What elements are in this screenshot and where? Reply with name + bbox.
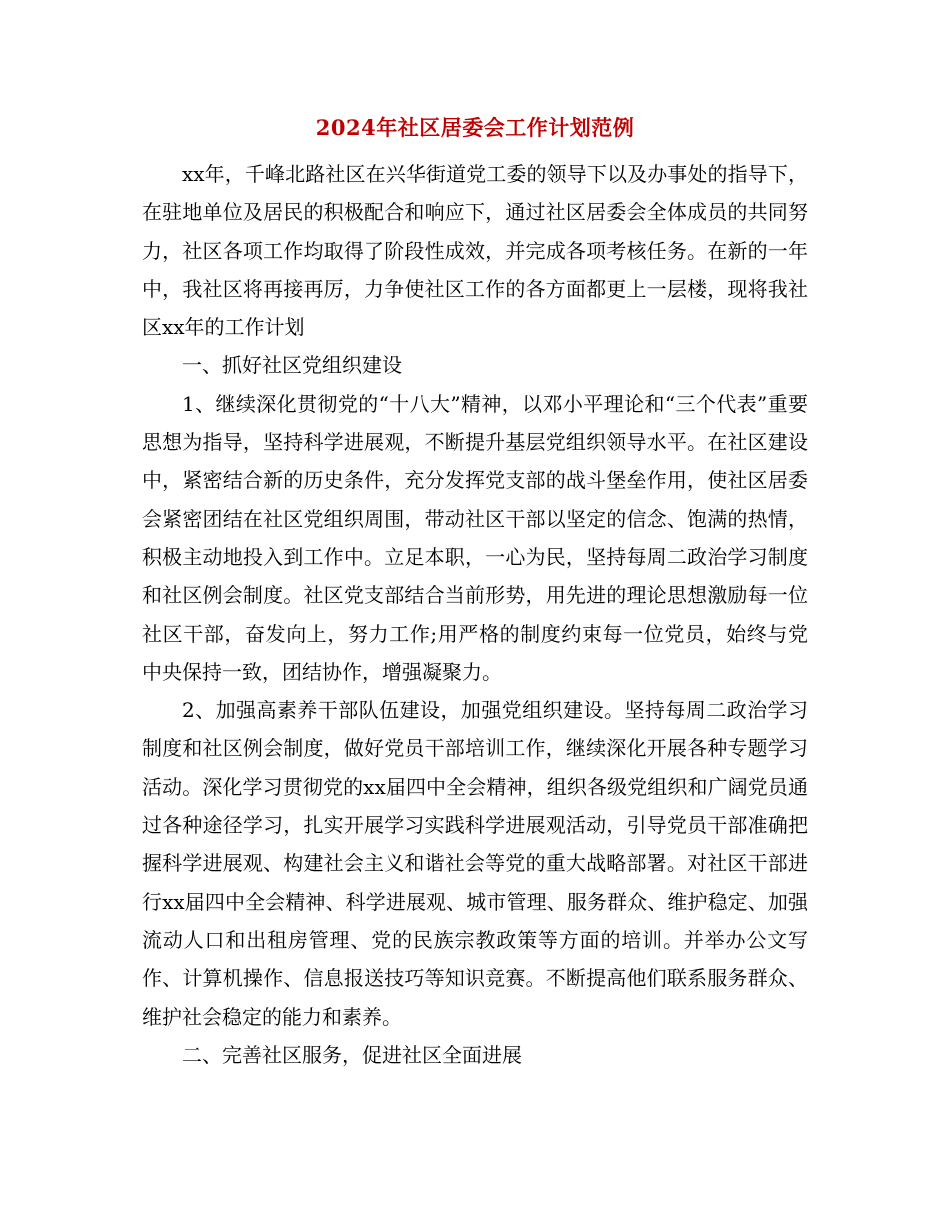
document-title: 2024年社区居委会工作计划范例 [315,115,635,140]
intro-paragraph: xx年，千峰北路社区在兴华街道党工委的领导下以及办事处的指导下，在驻地单位及居民的积极配合和响应下，通过社区居委会全体成员的共同努力，社区各项工作均取得了阶段性成效，并完成各项考核任务。在新的一年中，我社区将再接再厉，力争使社区工作的各方面都更上一层楼，现将我社区xx年的工作计划 [142,162,808,340]
paragraph-item-2: 2、加强高素养干部队伍建设，加强党组织建设。坚持每周二政治学习制度和社区例会制度，做好党员干部培训工作，继续深化开展各种专题学习活动。深化学习贯彻党的xx届四中全会精神，组织各级党组织和广阔党员通过各种途径学习，扎实开展学习实践科学进展观活动，引导党员干部准确把握科学进展观、构建社会主义和谐社会等党的重大战略部署。对社区干部进行xx届四中全会精神、科学进展观、城市管理、服务群众、维护稳定、加强流动人口和出租房管理、党的民族宗教政策等方面的培训。并举办公文写作、计算机操作、信息报送技巧等知识竞赛。不断提高他们联系服务群众、维护社会稳定的能力和素养。 [142,698,808,1029]
paragraph-item-1: 1、继续深化贯彻党的“十八大”精神，以邓小平理论和“三个代表”重要思想为指导，坚持科学进展观，不断提升基层党组织领导水平。在社区建设中，紧密结合新的历史条件，充分发挥党支部的战斗堡垒作用，使社区居委会紧密团结在社区党组织周围，带动社区干部以坚定的信念、饱满的热情，积极主动地投入到工作中。立足本职，一心为民，坚持每周二政治学习制度和社区例会制度。社区党支部结合当前形势，用先进的理论思想激励每一位社区干部，奋发向上，努力工作;用严格的制度约束每一位党员，始终与党中央保持一致，团结协作，增强凝聚力。 [142,391,808,684]
section-heading-2: 二、完善社区服务，促进社区全面进展 [182,1042,522,1067]
section-heading-1: 一、抓好社区党组织建设 [182,353,402,378]
document-body [142,155,808,1074]
